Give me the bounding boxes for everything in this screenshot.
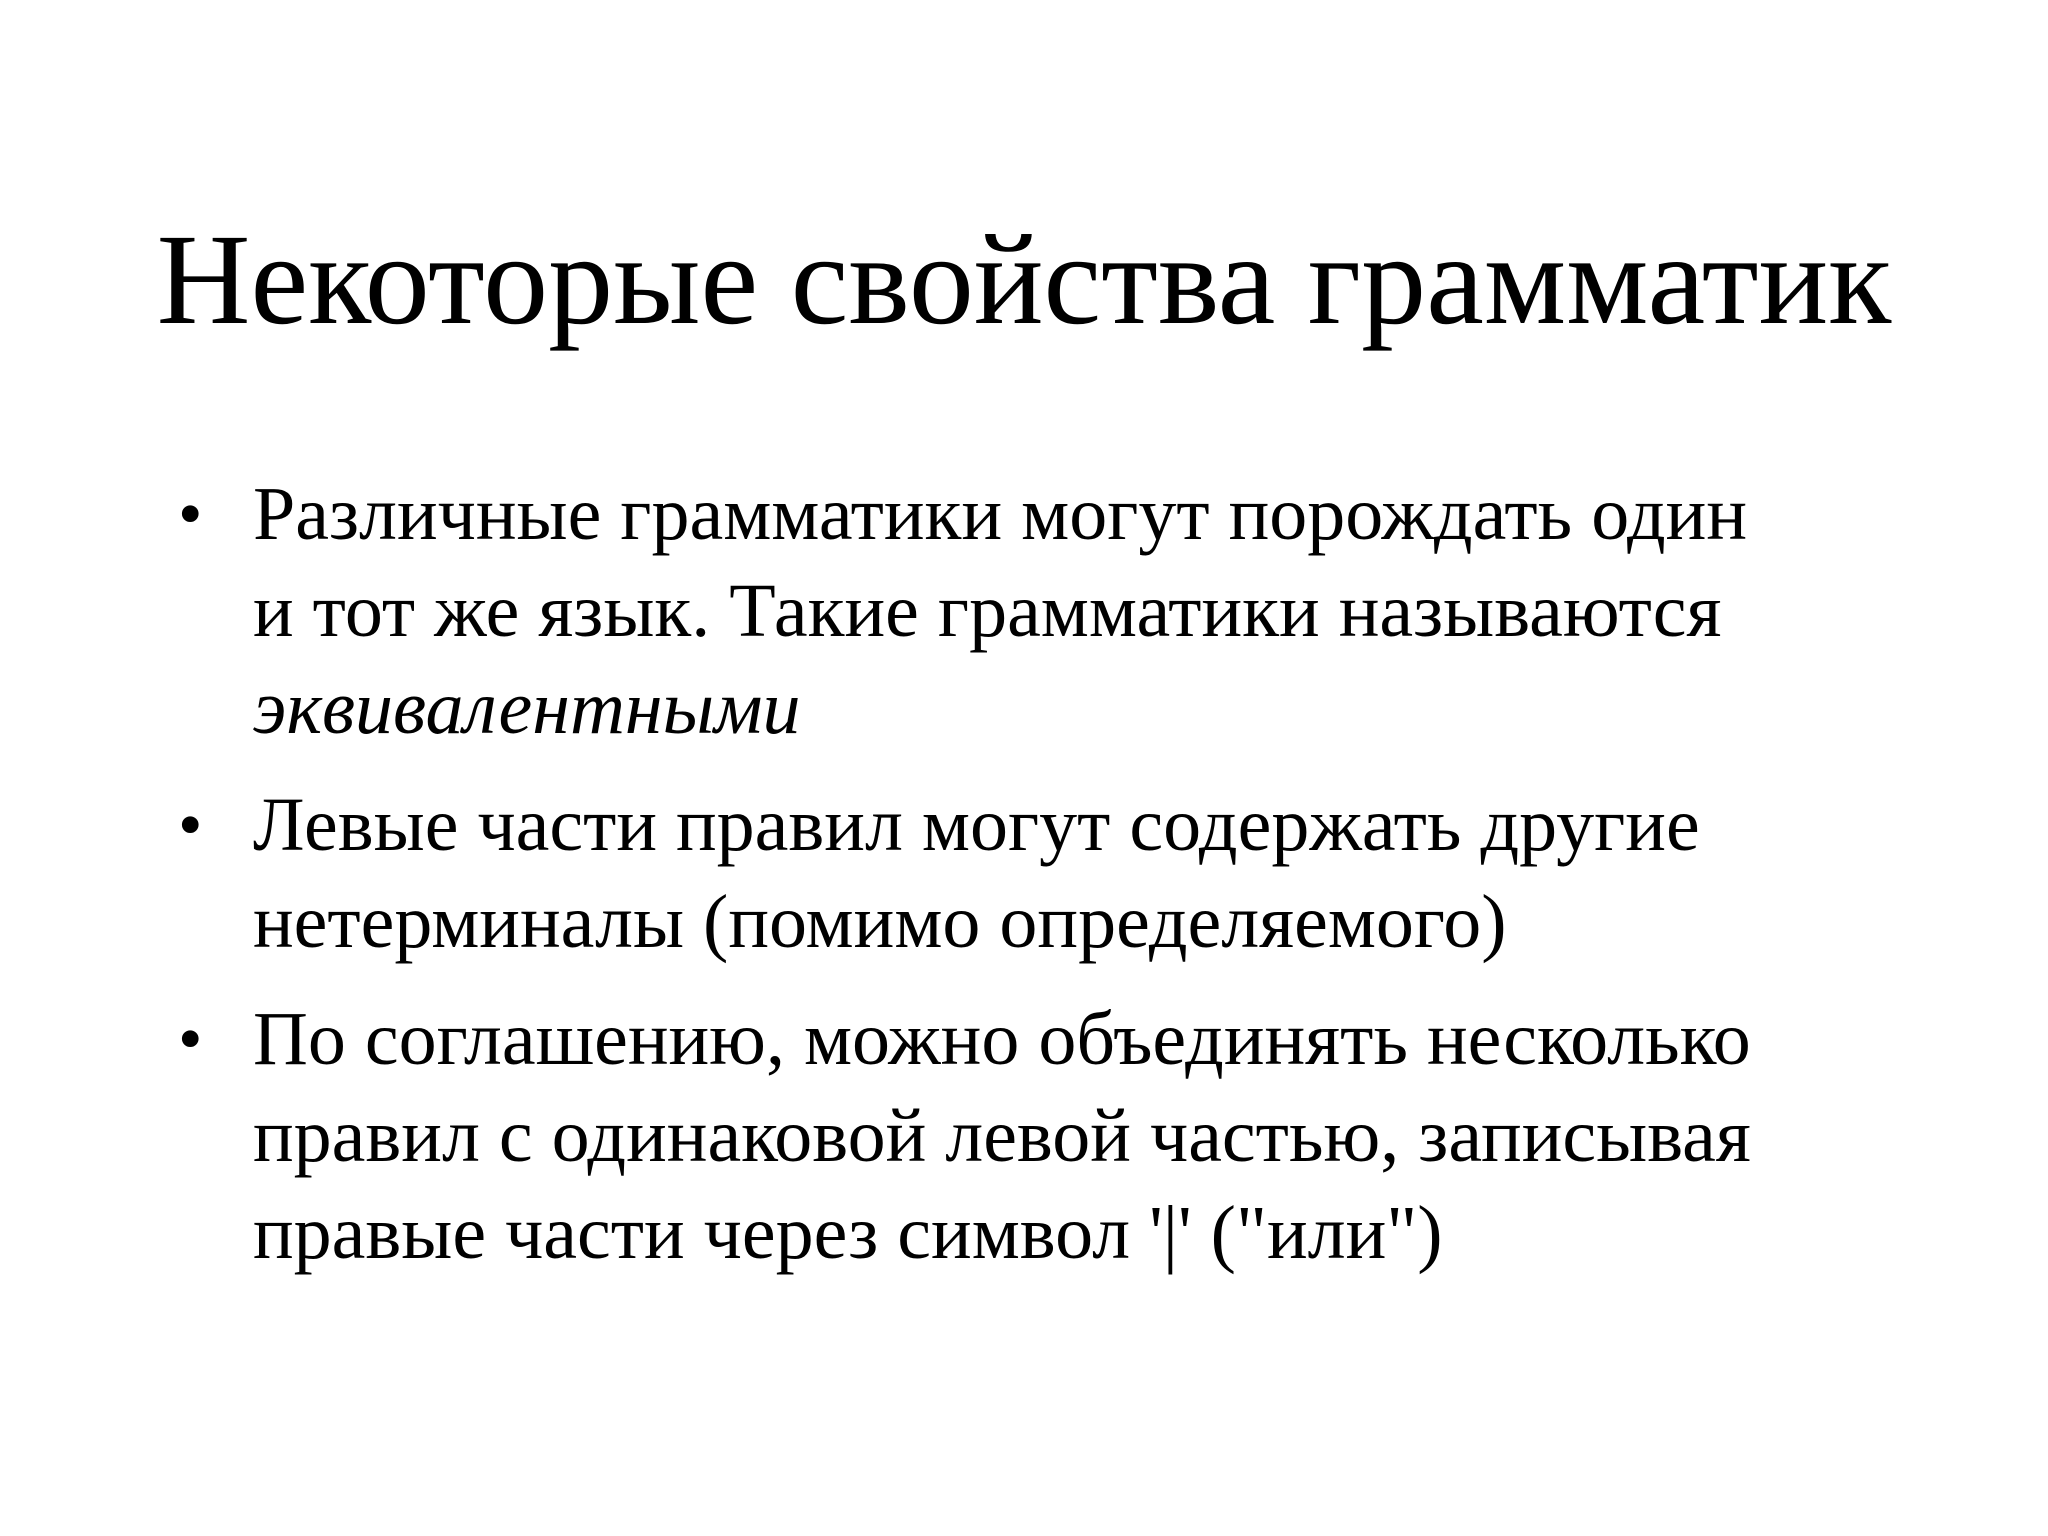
bullet-text-line: правил с одинаковой левой частью, записывая [253,1094,1751,1178]
bullet-text-line: Различные грамматики могут порождать один [253,472,1748,556]
bullet-item-combine-rules [178,991,1898,1282]
slide-title: Некоторые свойства грамматик [156,208,1892,352]
bullet-icon: • [178,476,203,553]
bullet-text-line: Левые части правил могут содержать другие [253,783,1700,867]
bullet-text-line: По соглашению, можно объединять несколько [253,997,1751,1081]
bullet-icon: • [178,1001,203,1078]
bullet-icon: • [178,787,203,864]
bullet-text-line: и тот же язык. Такие грамматики называются [253,569,1722,653]
bullet-item-equivalent-grammars [178,466,1898,757]
bullet-text-line: нетерминалы (помимо определяемого) [253,880,1507,964]
bullet-text-line: правые части через символ '|' ("или") [253,1191,1443,1275]
bullet-text-italic-term: эквивалентными [253,666,801,750]
bullet-item-left-parts [178,777,1898,971]
bullet-list [178,466,1898,1302]
